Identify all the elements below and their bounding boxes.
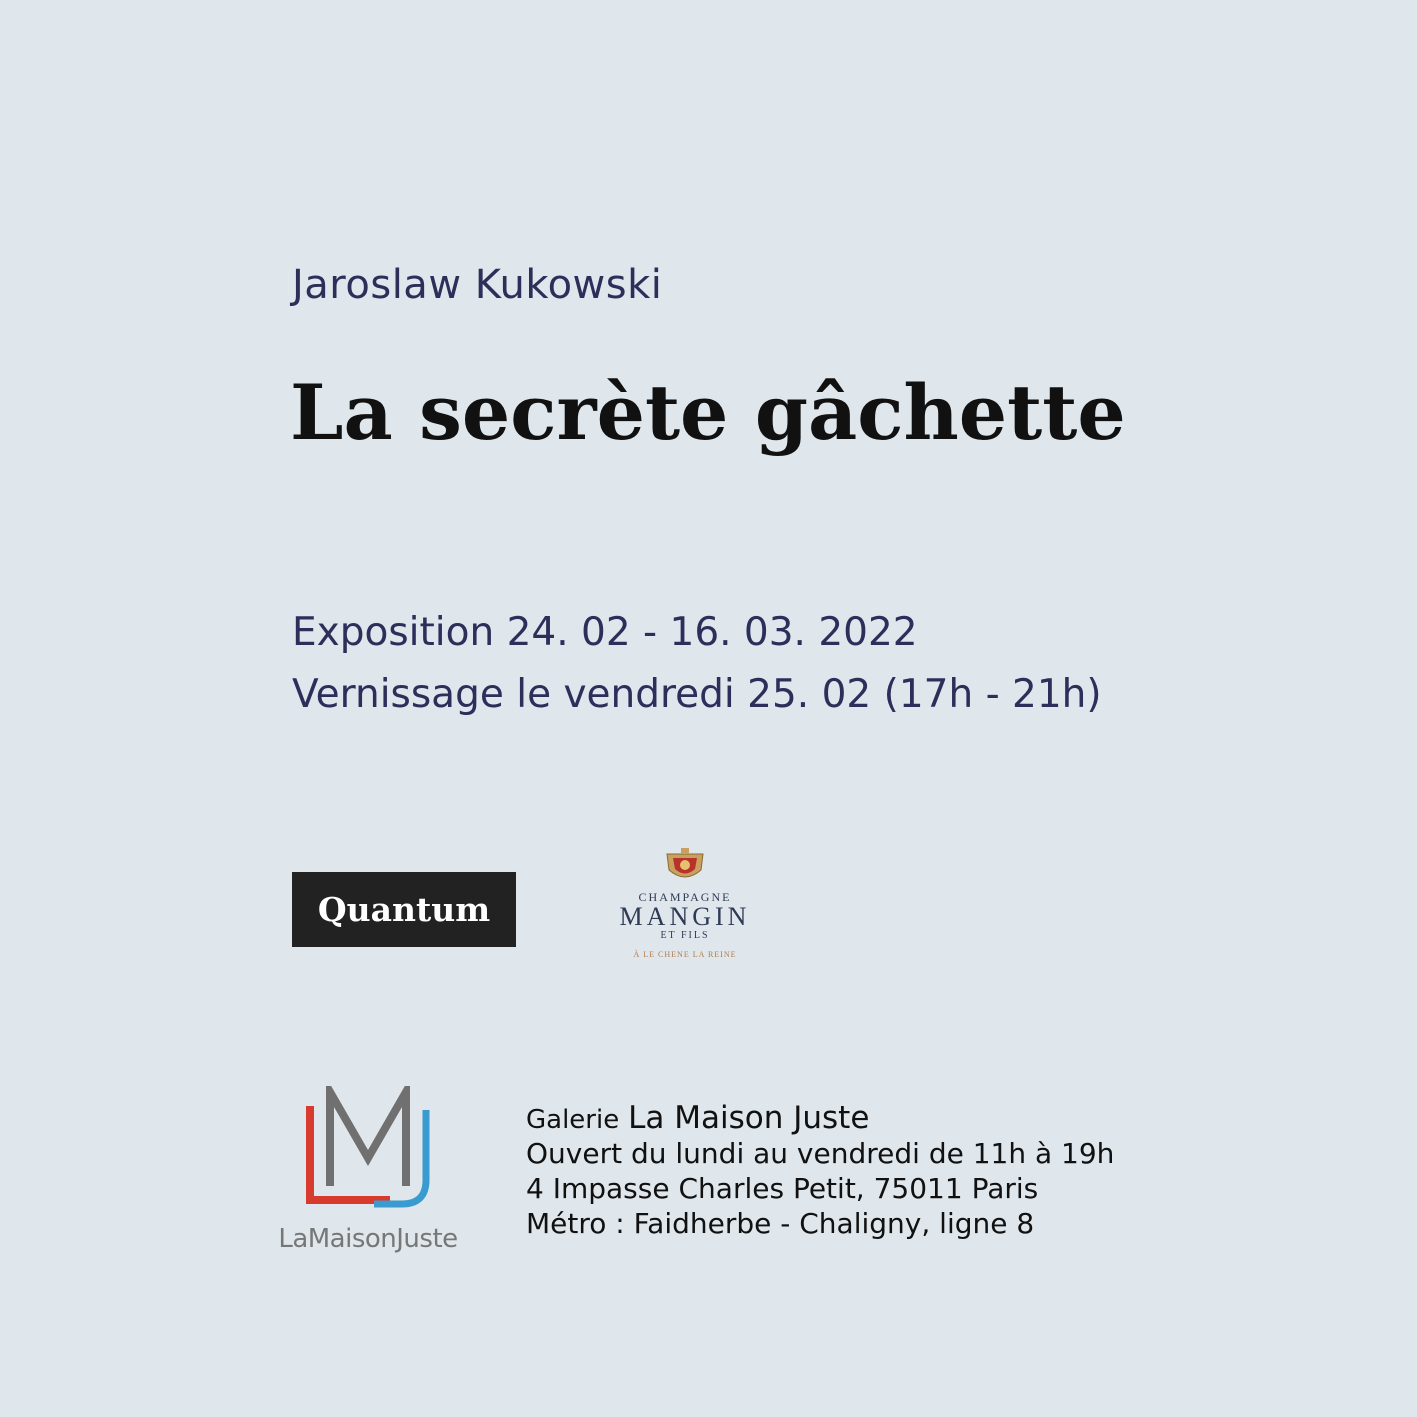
mangin-line-3: ET FILS — [660, 930, 710, 941]
gallery-name: La Maison Juste — [628, 1100, 870, 1136]
champagne-mangin-logo — [600, 848, 770, 973]
gallery-metro: Métro : Faidherbe - Chaligny, ligne 8 — [526, 1207, 1035, 1240]
la-maison-juste-logo — [268, 1086, 468, 1261]
exhibition-dates — [292, 602, 1102, 726]
quantum-logo — [292, 872, 516, 947]
mangin-line-1: CHAMPAGNE — [638, 890, 732, 904]
exhibition-title: La secrète gâchette — [290, 368, 1126, 457]
gallery-address: 4 Impasse Charles Petit, 75011 Paris — [526, 1172, 1039, 1205]
gallery-hours: Ouvert du lundi au vendredi de 11h à 19h — [526, 1137, 1115, 1170]
quantum-logo-text: Quantum — [317, 890, 491, 929]
opening-night: Vernissage le vendredi 25. 02 (17h - 21h) — [292, 672, 1102, 717]
mangin-line-4: À LE CHENE LA REINE — [633, 950, 737, 959]
lmj-logo-wordmark: LaMaisonJuste — [278, 1224, 458, 1254]
gallery-info — [526, 1101, 1114, 1241]
crest-icon — [663, 848, 707, 886]
exhibition-period: Exposition 24. 02 - 16. 03. 2022 — [292, 610, 918, 655]
mangin-line-2: MANGIN — [619, 902, 751, 931]
gallery-title-line — [526, 1101, 1114, 1136]
gallery-prefix: Galerie — [526, 1105, 620, 1135]
artist-name: Jaroslaw Kukowski — [292, 262, 663, 308]
lmj-monogram-icon — [304, 1086, 434, 1208]
